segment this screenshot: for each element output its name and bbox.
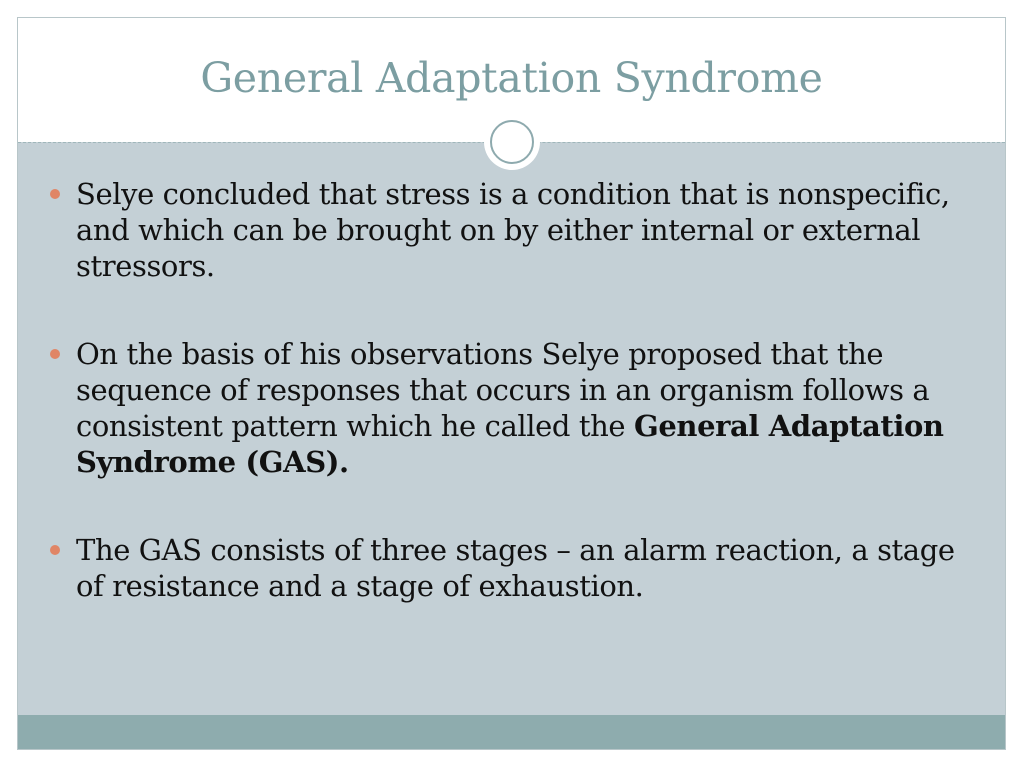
slide-title: General Adaptation Syndrome	[200, 54, 823, 102]
circle-ornament-icon	[484, 114, 540, 170]
ring-icon	[490, 120, 534, 164]
footer-band	[18, 715, 1005, 749]
bullet-item-3	[46, 532, 976, 604]
bullet-item-1	[46, 176, 976, 284]
bullet-bold-term: General Adaptation Syndrome (GAS).	[76, 409, 944, 479]
bullet-text: On the basis of his observations Selye proposed that the sequence of responses that occurs in an organism follows a consistent pattern which he called the	[76, 337, 930, 443]
bullet-dot-icon	[50, 349, 60, 359]
bullet-text: Selye concluded that stress is a condition that is nonspecific, and which can be brought on by either internal or external stressors.	[76, 177, 950, 283]
bullet-list	[46, 176, 976, 656]
bullet-dot-icon	[50, 189, 60, 199]
bullet-text: The GAS consists of three stages – an alarm reaction, a stage of resistance and a stage of exhaustion.	[76, 533, 955, 603]
bullet-dot-icon	[50, 545, 60, 555]
bullet-item-2	[46, 336, 976, 480]
slide	[17, 17, 1006, 750]
